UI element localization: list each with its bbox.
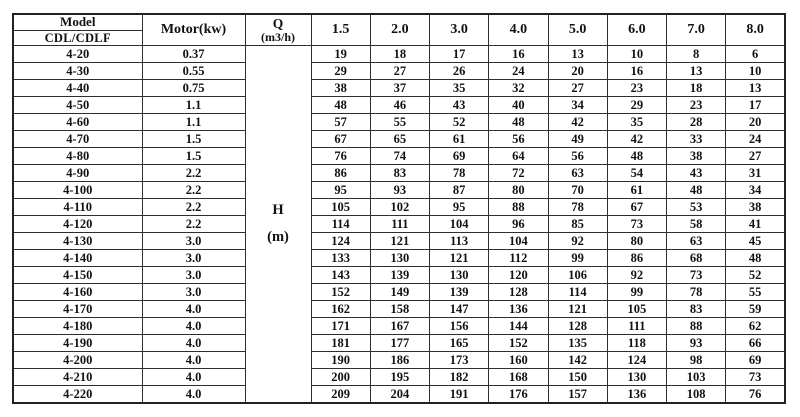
header-flow-3-0: 3.0 bbox=[430, 14, 489, 46]
head-value-cell: 182 bbox=[430, 369, 489, 386]
head-value-cell: 54 bbox=[607, 165, 666, 182]
q-symbol: Q bbox=[272, 16, 284, 32]
head-value-cell: 104 bbox=[430, 216, 489, 233]
head-value-cell: 114 bbox=[548, 284, 607, 301]
table-row bbox=[13, 46, 785, 63]
head-value-cell: 124 bbox=[311, 233, 370, 250]
motor-kw-cell: 4.0 bbox=[142, 318, 245, 335]
header-flow-8-0: 8.0 bbox=[726, 14, 785, 46]
head-value-cell: 17 bbox=[430, 46, 489, 63]
head-value-cell: 67 bbox=[311, 131, 370, 148]
head-value-cell: 69 bbox=[430, 148, 489, 165]
head-value-cell: 65 bbox=[370, 131, 429, 148]
head-value-cell: 200 bbox=[311, 369, 370, 386]
model-cell: 4-210 bbox=[13, 369, 142, 386]
head-value-cell: 104 bbox=[489, 233, 548, 250]
head-value-cell: 83 bbox=[667, 301, 726, 318]
model-cell: 4-190 bbox=[13, 335, 142, 352]
head-value-cell: 24 bbox=[726, 131, 785, 148]
head-value-cell: 80 bbox=[489, 182, 548, 199]
head-value-cell: 128 bbox=[489, 284, 548, 301]
head-value-cell: 136 bbox=[489, 301, 548, 318]
head-value-cell: 76 bbox=[726, 386, 785, 403]
table-row bbox=[13, 267, 785, 284]
table-row bbox=[13, 80, 785, 97]
motor-kw-cell: 2.2 bbox=[142, 182, 245, 199]
motor-kw-cell: 1.5 bbox=[142, 131, 245, 148]
motor-kw-cell: 4.0 bbox=[142, 335, 245, 352]
table-row bbox=[13, 352, 785, 369]
head-value-cell: 48 bbox=[667, 182, 726, 199]
head-value-cell: 111 bbox=[607, 318, 666, 335]
model-cell: 4-220 bbox=[13, 386, 142, 403]
model-cell: 4-40 bbox=[13, 80, 142, 97]
motor-kw-cell: 3.0 bbox=[142, 233, 245, 250]
model-cell: 4-140 bbox=[13, 250, 142, 267]
head-value-cell: 135 bbox=[548, 335, 607, 352]
head-value-cell: 63 bbox=[667, 233, 726, 250]
header-flow-4-0: 4.0 bbox=[489, 14, 548, 46]
table-row bbox=[13, 97, 785, 114]
head-value-cell: 55 bbox=[370, 114, 429, 131]
head-value-cell: 34 bbox=[726, 182, 785, 199]
head-value-cell: 173 bbox=[430, 352, 489, 369]
head-value-cell: 43 bbox=[430, 97, 489, 114]
head-value-cell: 41 bbox=[726, 216, 785, 233]
head-value-cell: 53 bbox=[667, 199, 726, 216]
motor-kw-cell: 0.55 bbox=[142, 63, 245, 80]
table-row bbox=[13, 250, 785, 267]
table-row bbox=[13, 233, 785, 250]
head-value-cell: 130 bbox=[370, 250, 429, 267]
motor-kw-cell: 4.0 bbox=[142, 386, 245, 403]
head-value-cell: 42 bbox=[607, 131, 666, 148]
head-value-cell: 95 bbox=[430, 199, 489, 216]
head-value-cell: 99 bbox=[548, 250, 607, 267]
head-value-cell: 29 bbox=[311, 63, 370, 80]
head-value-cell: 106 bbox=[548, 267, 607, 284]
table-body bbox=[13, 46, 785, 403]
head-value-cell: 133 bbox=[311, 250, 370, 267]
head-value-cell: 61 bbox=[607, 182, 666, 199]
head-unit: (m) bbox=[267, 229, 289, 246]
motor-kw-cell: 1.1 bbox=[142, 97, 245, 114]
motor-kw-cell: 2.2 bbox=[142, 165, 245, 182]
head-value-cell: 16 bbox=[489, 46, 548, 63]
head-value-cell: 112 bbox=[489, 250, 548, 267]
head-value-cell: 92 bbox=[607, 267, 666, 284]
head-value-cell: 88 bbox=[667, 318, 726, 335]
head-value-cell: 130 bbox=[607, 369, 666, 386]
head-value-cell: 28 bbox=[667, 114, 726, 131]
header-model-series: CDL/CDLF bbox=[13, 30, 142, 45]
head-value-cell: 78 bbox=[667, 284, 726, 301]
head-value-cell: 57 bbox=[311, 114, 370, 131]
head-value-cell: 33 bbox=[667, 131, 726, 148]
model-cell: 4-100 bbox=[13, 182, 142, 199]
head-value-cell: 49 bbox=[548, 131, 607, 148]
head-value-cell: 67 bbox=[607, 199, 666, 216]
head-value-cell: 92 bbox=[548, 233, 607, 250]
table-row bbox=[13, 301, 785, 318]
head-value-cell: 6 bbox=[726, 46, 785, 63]
head-value-cell: 108 bbox=[667, 386, 726, 403]
head-value-cell: 152 bbox=[311, 284, 370, 301]
head-value-cell: 73 bbox=[667, 267, 726, 284]
header-flow-5-0: 5.0 bbox=[548, 14, 607, 46]
table-row bbox=[13, 335, 785, 352]
head-value-cell: 128 bbox=[548, 318, 607, 335]
table-row bbox=[13, 63, 785, 80]
head-value-cell: 68 bbox=[667, 250, 726, 267]
head-value-cell: 18 bbox=[370, 46, 429, 63]
model-cell: 4-50 bbox=[13, 97, 142, 114]
head-value-cell: 13 bbox=[667, 63, 726, 80]
head-value-cell: 98 bbox=[667, 352, 726, 369]
head-value-cell: 96 bbox=[489, 216, 548, 233]
head-value-cell: 27 bbox=[370, 63, 429, 80]
model-cell: 4-60 bbox=[13, 114, 142, 131]
head-value-cell: 10 bbox=[607, 46, 666, 63]
head-value-cell: 17 bbox=[726, 97, 785, 114]
head-value-cell: 118 bbox=[607, 335, 666, 352]
head-value-cell: 38 bbox=[726, 199, 785, 216]
head-value-cell: 111 bbox=[370, 216, 429, 233]
head-value-cell: 143 bbox=[311, 267, 370, 284]
head-value-cell: 152 bbox=[489, 335, 548, 352]
head-value-cell: 88 bbox=[489, 199, 548, 216]
head-value-cell: 31 bbox=[726, 165, 785, 182]
table-row bbox=[13, 131, 785, 148]
head-value-cell: 144 bbox=[489, 318, 548, 335]
head-value-cell: 186 bbox=[370, 352, 429, 369]
head-value-cell: 139 bbox=[430, 284, 489, 301]
head-value-cell: 48 bbox=[489, 114, 548, 131]
head-value-cell: 83 bbox=[370, 165, 429, 182]
head-value-cell: 45 bbox=[726, 233, 785, 250]
table-row bbox=[13, 165, 785, 182]
head-value-cell: 87 bbox=[430, 182, 489, 199]
head-value-cell: 23 bbox=[607, 80, 666, 97]
head-value-cell: 16 bbox=[607, 63, 666, 80]
motor-kw-cell: 0.75 bbox=[142, 80, 245, 97]
head-value-cell: 29 bbox=[607, 97, 666, 114]
head-value-cell: 150 bbox=[548, 369, 607, 386]
head-value-cell: 160 bbox=[489, 352, 548, 369]
motor-kw-cell: 1.5 bbox=[142, 148, 245, 165]
motor-kw-cell: 2.2 bbox=[142, 216, 245, 233]
table-row bbox=[13, 318, 785, 335]
head-value-cell: 23 bbox=[667, 97, 726, 114]
head-value-cell: 158 bbox=[370, 301, 429, 318]
head-value-cell: 35 bbox=[607, 114, 666, 131]
head-value-cell: 162 bbox=[311, 301, 370, 318]
header-motor-kw: Motor(kw) bbox=[142, 14, 245, 46]
header-flow-6-0: 6.0 bbox=[607, 14, 666, 46]
head-value-cell: 121 bbox=[430, 250, 489, 267]
head-value-cell: 62 bbox=[726, 318, 785, 335]
head-value-cell: 20 bbox=[548, 63, 607, 80]
head-value-cell: 209 bbox=[311, 386, 370, 403]
head-value-cell: 48 bbox=[607, 148, 666, 165]
head-value-cell: 121 bbox=[548, 301, 607, 318]
head-value-cell: 136 bbox=[607, 386, 666, 403]
head-value-cell: 74 bbox=[370, 148, 429, 165]
head-value-cell: 171 bbox=[311, 318, 370, 335]
model-cell: 4-150 bbox=[13, 267, 142, 284]
head-value-cell: 105 bbox=[311, 199, 370, 216]
head-symbol: H bbox=[272, 202, 284, 219]
head-value-cell: 99 bbox=[607, 284, 666, 301]
head-value-cell: 34 bbox=[548, 97, 607, 114]
head-value-cell: 35 bbox=[430, 80, 489, 97]
head-value-cell: 40 bbox=[489, 97, 548, 114]
head-value-cell: 102 bbox=[370, 199, 429, 216]
head-value-cell: 73 bbox=[607, 216, 666, 233]
head-value-cell: 32 bbox=[489, 80, 548, 97]
head-value-cell: 156 bbox=[430, 318, 489, 335]
head-value-cell: 69 bbox=[726, 352, 785, 369]
head-value-cell: 149 bbox=[370, 284, 429, 301]
head-value-cell: 165 bbox=[430, 335, 489, 352]
head-value-cell: 85 bbox=[548, 216, 607, 233]
head-value-cell: 147 bbox=[430, 301, 489, 318]
head-value-cell: 19 bbox=[311, 46, 370, 63]
model-cell: 4-120 bbox=[13, 216, 142, 233]
table-header bbox=[13, 14, 785, 46]
head-value-cell: 10 bbox=[726, 63, 785, 80]
table-row bbox=[13, 199, 785, 216]
head-value-cell: 124 bbox=[607, 352, 666, 369]
head-value-cell: 168 bbox=[489, 369, 548, 386]
header-flow-2-0: 2.0 bbox=[370, 14, 429, 46]
head-value-cell: 63 bbox=[548, 165, 607, 182]
model-cell: 4-90 bbox=[13, 165, 142, 182]
head-value-cell: 43 bbox=[667, 165, 726, 182]
head-value-cell: 181 bbox=[311, 335, 370, 352]
head-value-cell: 8 bbox=[667, 46, 726, 63]
head-value-cell: 120 bbox=[489, 267, 548, 284]
head-value-cell: 86 bbox=[311, 165, 370, 182]
model-cell: 4-130 bbox=[13, 233, 142, 250]
head-value-cell: 58 bbox=[667, 216, 726, 233]
head-value-cell: 18 bbox=[667, 80, 726, 97]
header-flow-7-0: 7.0 bbox=[667, 14, 726, 46]
model-cell: 4-180 bbox=[13, 318, 142, 335]
head-value-cell: 26 bbox=[430, 63, 489, 80]
model-cell: 4-200 bbox=[13, 352, 142, 369]
head-value-cell: 80 bbox=[607, 233, 666, 250]
header-flow-1-5: 1.5 bbox=[311, 14, 370, 46]
table-row bbox=[13, 148, 785, 165]
head-value-cell: 114 bbox=[311, 216, 370, 233]
head-value-cell: 76 bbox=[311, 148, 370, 165]
table-row bbox=[13, 216, 785, 233]
motor-kw-cell: 3.0 bbox=[142, 284, 245, 301]
head-value-cell: 38 bbox=[311, 80, 370, 97]
header-flow-q bbox=[245, 14, 311, 46]
header-model: Model bbox=[13, 14, 142, 30]
motor-kw-cell: 3.0 bbox=[142, 267, 245, 284]
head-value-cell: 121 bbox=[370, 233, 429, 250]
head-value-cell: 61 bbox=[430, 131, 489, 148]
model-cell: 4-20 bbox=[13, 46, 142, 63]
head-value-cell: 13 bbox=[726, 80, 785, 97]
motor-kw-cell: 4.0 bbox=[142, 369, 245, 386]
head-value-cell: 139 bbox=[370, 267, 429, 284]
head-value-cell: 64 bbox=[489, 148, 548, 165]
motor-kw-cell: 2.2 bbox=[142, 199, 245, 216]
head-value-cell: 190 bbox=[311, 352, 370, 369]
model-cell: 4-110 bbox=[13, 199, 142, 216]
head-value-cell: 191 bbox=[430, 386, 489, 403]
head-value-cell: 113 bbox=[430, 233, 489, 250]
model-cell: 4-30 bbox=[13, 63, 142, 80]
head-value-cell: 48 bbox=[311, 97, 370, 114]
head-value-cell: 52 bbox=[726, 267, 785, 284]
pump-spec-table bbox=[12, 13, 786, 404]
head-value-cell: 73 bbox=[726, 369, 785, 386]
head-value-cell: 37 bbox=[370, 80, 429, 97]
head-value-cell: 27 bbox=[726, 148, 785, 165]
head-value-cell: 167 bbox=[370, 318, 429, 335]
head-value-cell: 70 bbox=[548, 182, 607, 199]
head-value-cell: 24 bbox=[489, 63, 548, 80]
motor-kw-cell: 4.0 bbox=[142, 352, 245, 369]
motor-kw-cell: 0.37 bbox=[142, 46, 245, 63]
head-value-cell: 105 bbox=[607, 301, 666, 318]
head-value-cell: 130 bbox=[430, 267, 489, 284]
head-value-cell: 86 bbox=[607, 250, 666, 267]
head-value-cell: 72 bbox=[489, 165, 548, 182]
table-row bbox=[13, 284, 785, 301]
head-value-cell: 48 bbox=[726, 250, 785, 267]
head-value-cell: 177 bbox=[370, 335, 429, 352]
head-value-cell: 78 bbox=[430, 165, 489, 182]
model-cell: 4-160 bbox=[13, 284, 142, 301]
head-value-cell: 59 bbox=[726, 301, 785, 318]
head-value-cell: 78 bbox=[548, 199, 607, 216]
motor-kw-cell: 3.0 bbox=[142, 250, 245, 267]
head-value-cell: 52 bbox=[430, 114, 489, 131]
head-value-cell: 56 bbox=[489, 131, 548, 148]
head-value-cell: 95 bbox=[311, 182, 370, 199]
table-row bbox=[13, 386, 785, 403]
head-value-cell: 93 bbox=[370, 182, 429, 199]
model-cell: 4-170 bbox=[13, 301, 142, 318]
head-value-cell: 103 bbox=[667, 369, 726, 386]
head-value-cell: 157 bbox=[548, 386, 607, 403]
motor-kw-cell: 4.0 bbox=[142, 301, 245, 318]
model-cell: 4-80 bbox=[13, 148, 142, 165]
head-value-cell: 27 bbox=[548, 80, 607, 97]
table-row bbox=[13, 114, 785, 131]
head-value-cell: 204 bbox=[370, 386, 429, 403]
head-value-cell: 66 bbox=[726, 335, 785, 352]
model-cell: 4-70 bbox=[13, 131, 142, 148]
head-value-cell: 55 bbox=[726, 284, 785, 301]
q-unit: (m3/h) bbox=[261, 29, 295, 44]
head-unit-cell bbox=[245, 46, 311, 403]
table-row bbox=[13, 369, 785, 386]
head-value-cell: 195 bbox=[370, 369, 429, 386]
head-value-cell: 176 bbox=[489, 386, 548, 403]
head-value-cell: 46 bbox=[370, 97, 429, 114]
table-row bbox=[13, 182, 785, 199]
motor-kw-cell: 1.1 bbox=[142, 114, 245, 131]
head-value-cell: 13 bbox=[548, 46, 607, 63]
head-value-cell: 142 bbox=[548, 352, 607, 369]
head-value-cell: 56 bbox=[548, 148, 607, 165]
head-value-cell: 38 bbox=[667, 148, 726, 165]
head-value-cell: 42 bbox=[548, 114, 607, 131]
head-value-cell: 93 bbox=[667, 335, 726, 352]
head-value-cell: 20 bbox=[726, 114, 785, 131]
